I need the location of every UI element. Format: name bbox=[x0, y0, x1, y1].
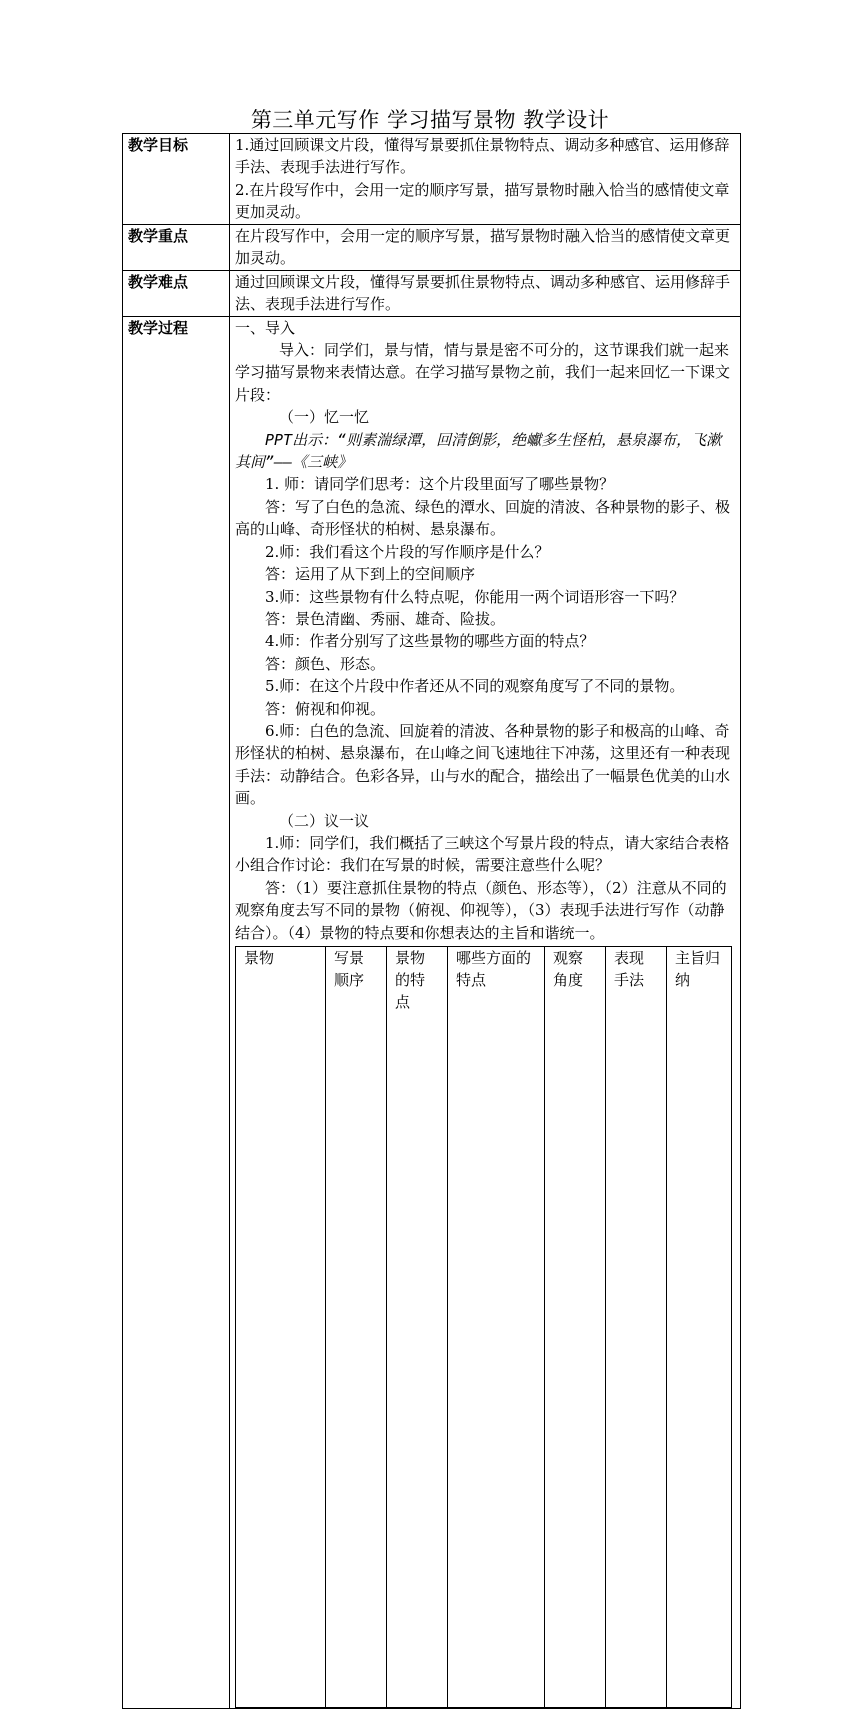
qa-item: 5.师：在这个片段中作者还从不同的观察角度写了不同的景物。 bbox=[265, 677, 685, 696]
qa-item: 6.师：白色的急流、回旋着的清波、各种景物的影子和极高的山峰、奇形怪状的柏树、悬泉瀑布，在山峰之间飞速地往下冲荡，这里还有一种表现手法：动静结合。色彩各异，山与水的配合，描绘出了一幅景色优美的山水画。 bbox=[235, 721, 731, 808]
qa-item: 1.师：同学们，我们概括了三峡这个写景片段的特点，请大家结合表格小组合作讨论：我们在写景的时候，需要注意些什么呢？ bbox=[235, 833, 730, 875]
row-label-difficulties: 教学难点 bbox=[123, 270, 230, 316]
document-title: 第三单元写作 学习描写景物 教学设计 bbox=[250, 108, 610, 132]
objectives-content bbox=[230, 134, 741, 225]
header-cell: 景物 bbox=[236, 947, 326, 1708]
qa-item: 答：景色清幽、秀丽、雄奇、险拔。 bbox=[265, 609, 506, 628]
objective-2: 2.在片段写作中，会用一定的顺序写景，描写景物时融入恰当的感情使文章更加灵动。 bbox=[235, 180, 730, 222]
qa-item: 答：（1）要注意抓住景物的特点（颜色、形态等），（2）注意从不同的观察角度去写不同的景物（俯视、仰视等），（3）表现手法进行写作（动静结合）。（4）景物的特点要和你想表达的主旨和谐统一。 bbox=[235, 878, 727, 942]
key-points-content bbox=[230, 224, 741, 270]
intro-paragraph: 导入：同学们，景与情，情与景是密不可分的，这节课我们就一起来学习描写景物来表情达意。在学习描写景物之前，我们一起来回忆一下课文片段： bbox=[235, 341, 731, 404]
table-row bbox=[123, 224, 741, 270]
ppt-quote: PPT出示：“则素湍绿潭，回清倒影，绝巘多生怪柏，悬泉瀑布，飞漱其间”——《三峡》 bbox=[235, 430, 722, 472]
qa-item: 2.师：我们看这个片段的写作顺序是什么？ bbox=[265, 542, 550, 561]
qa-item: 答：写了白色的急流、绿色的潭水、回旋的清波、各种景物的影子、极高的山峰、奇形怪状的柏树、悬泉瀑布。 bbox=[235, 497, 731, 539]
qa-item: 答：运用了从下到上的空间顺序 bbox=[265, 565, 476, 584]
qa-item: 1. 师：请同学们思考：这个片段里面写了哪些景物？ bbox=[265, 475, 615, 494]
lesson-plan-table bbox=[122, 133, 741, 1709]
qa-item: 3.师：这些景物有什么特点呢，你能用一两个词语形容一下吗？ bbox=[265, 587, 685, 606]
table-row bbox=[123, 270, 741, 316]
difficulty-text: 通过回顾课文片段，懂得写景要抓住景物特点、调动多种感官、运用修辞手法、表现手法进行写作。 bbox=[235, 272, 731, 314]
section-heading: 一、导入 bbox=[235, 318, 296, 337]
header-cell: 哪些方面的特点 bbox=[448, 947, 545, 1708]
difficulties-content bbox=[230, 270, 741, 316]
qa-item: 答：俯视和仰视。 bbox=[265, 699, 386, 718]
subsection-recall: （一）忆一忆 bbox=[279, 408, 370, 427]
row-label-process: 教学过程 bbox=[123, 316, 230, 1708]
header-cell: 主旨归纳 bbox=[667, 947, 732, 1708]
row-label-key-points: 教学重点 bbox=[123, 224, 230, 270]
header-cell: 写景顺序 bbox=[326, 947, 387, 1708]
key-point-text: 在片段写作中，会用一定的顺序写景，描写景物时融入恰当的感情使文章更加灵动。 bbox=[235, 226, 731, 268]
header-cell: 表现手法 bbox=[606, 947, 667, 1708]
header-cell: 观察角度 bbox=[545, 947, 606, 1708]
discussion-table bbox=[235, 946, 732, 1708]
table-row bbox=[123, 134, 741, 225]
qa-item: 答：颜色、形态。 bbox=[265, 654, 386, 673]
header-cell: 景物的特点 bbox=[387, 947, 448, 1708]
objective-1: 1.通过回顾课文片段，懂得写景要抓住景物特点、调动多种感官、运用修辞手法、表现手法进行写作。 bbox=[235, 136, 730, 177]
subsection-discuss: （二）议一议 bbox=[279, 811, 370, 830]
discussion-table-header bbox=[236, 947, 732, 1708]
qa-item: 4.师：作者分别写了这些景物的哪些方面的特点？ bbox=[265, 632, 595, 651]
row-label-objectives: 教学目标 bbox=[123, 134, 230, 225]
process-content bbox=[230, 316, 741, 1708]
table-row bbox=[123, 316, 741, 1708]
